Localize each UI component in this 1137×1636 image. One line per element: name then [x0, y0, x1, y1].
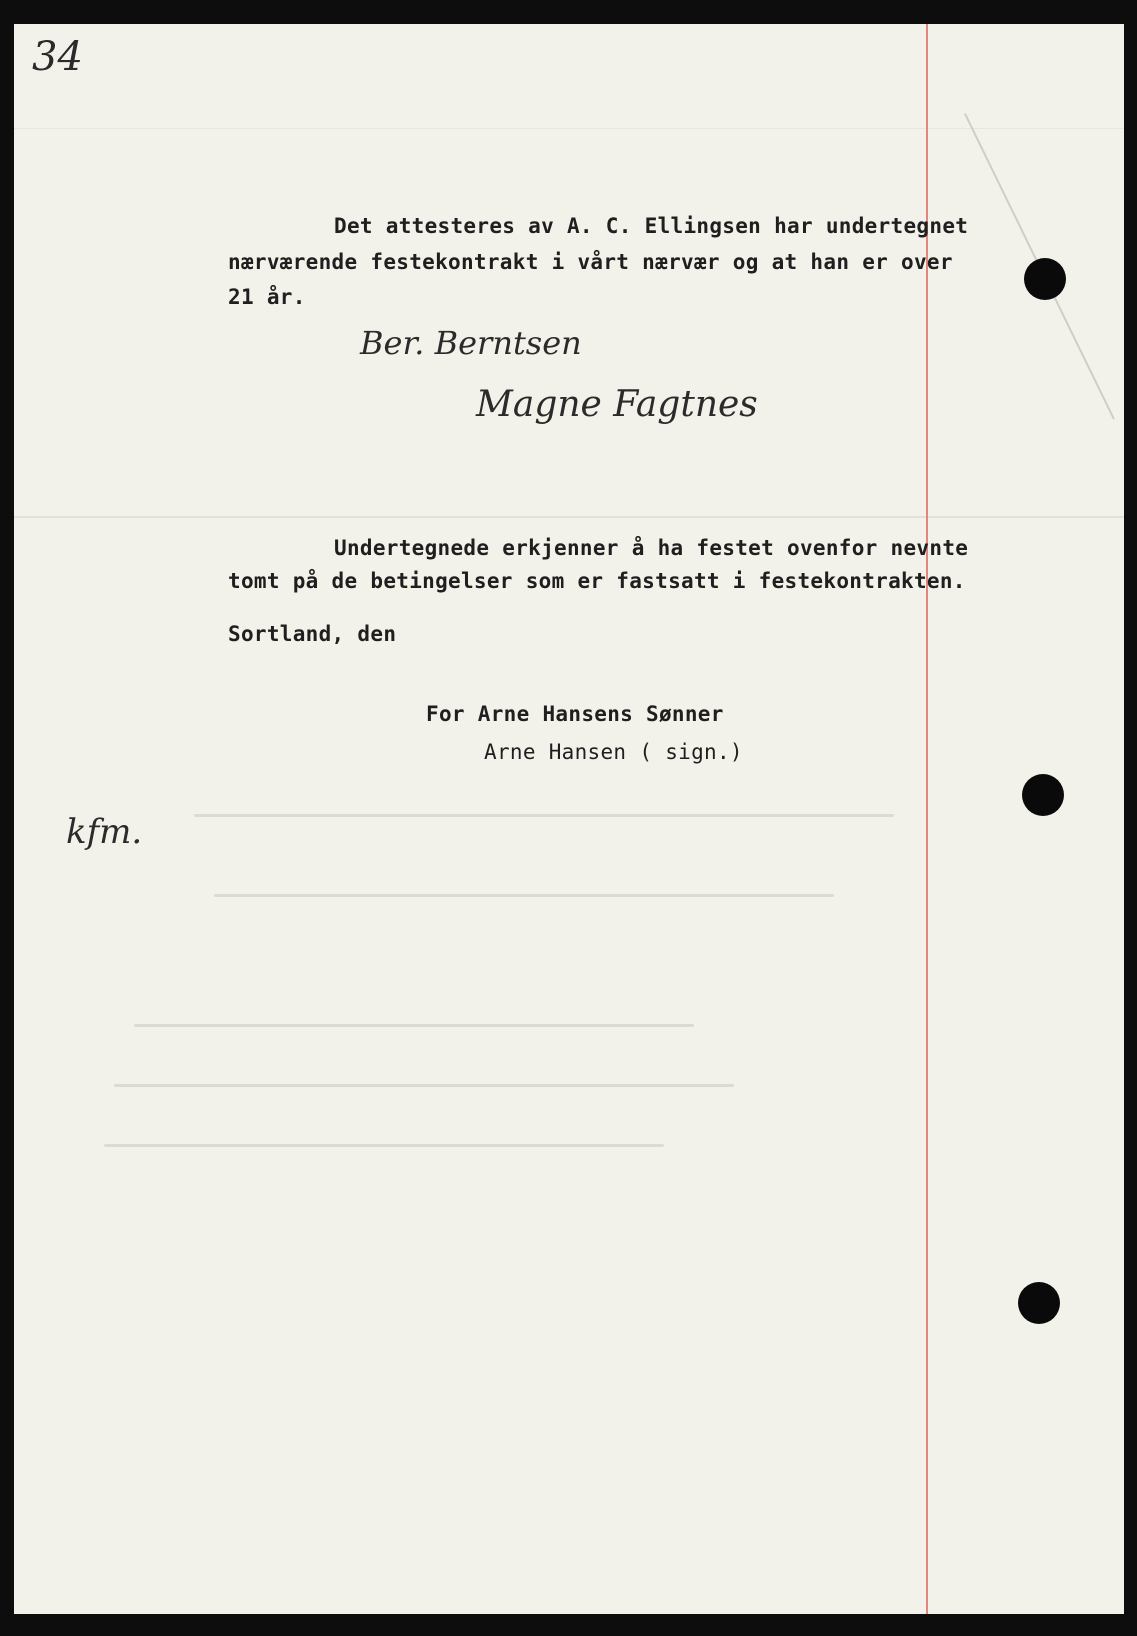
- acknowledgement-line-1: Undertegnede erkjenner å ha festet ovenfor nevnte: [334, 536, 969, 560]
- document-page: [14, 24, 1124, 1614]
- witness-signature-2: Magne Fagtnes: [476, 384, 758, 425]
- bleed-through-line: [214, 894, 834, 897]
- page-number: 34: [32, 34, 83, 80]
- paper-crease: [14, 516, 1124, 518]
- signature-block-signer: Arne Hansen ( sign.): [484, 740, 743, 764]
- bleed-through-line: [104, 1144, 664, 1147]
- signature-block-company: For Arne Hansens Sønner: [426, 702, 724, 726]
- margin-note: kfm.: [66, 812, 143, 852]
- punch-hole: [1018, 1282, 1060, 1324]
- attestation-line-2: nærværende festekontrakt i vårt nærvær og at han er over: [228, 250, 953, 274]
- bleed-through-line: [134, 1024, 694, 1027]
- place-date: Sortland, den: [228, 622, 397, 646]
- acknowledgement-line-2: tomt på de betingelser som er fastsatt i festekontrakten.: [228, 569, 966, 593]
- punch-hole: [1024, 258, 1066, 300]
- bleed-through-line: [194, 814, 894, 817]
- attestation-line-3: 21 år.: [228, 285, 306, 309]
- punch-hole: [1022, 774, 1064, 816]
- attestation-line-1: Det attesteres av A. C. Ellingsen har undertegnet: [334, 214, 969, 238]
- bleed-through-line: [114, 1084, 734, 1087]
- paper-crease-top: [14, 128, 1124, 129]
- witness-signature-1: Ber. Berntsen: [360, 324, 582, 362]
